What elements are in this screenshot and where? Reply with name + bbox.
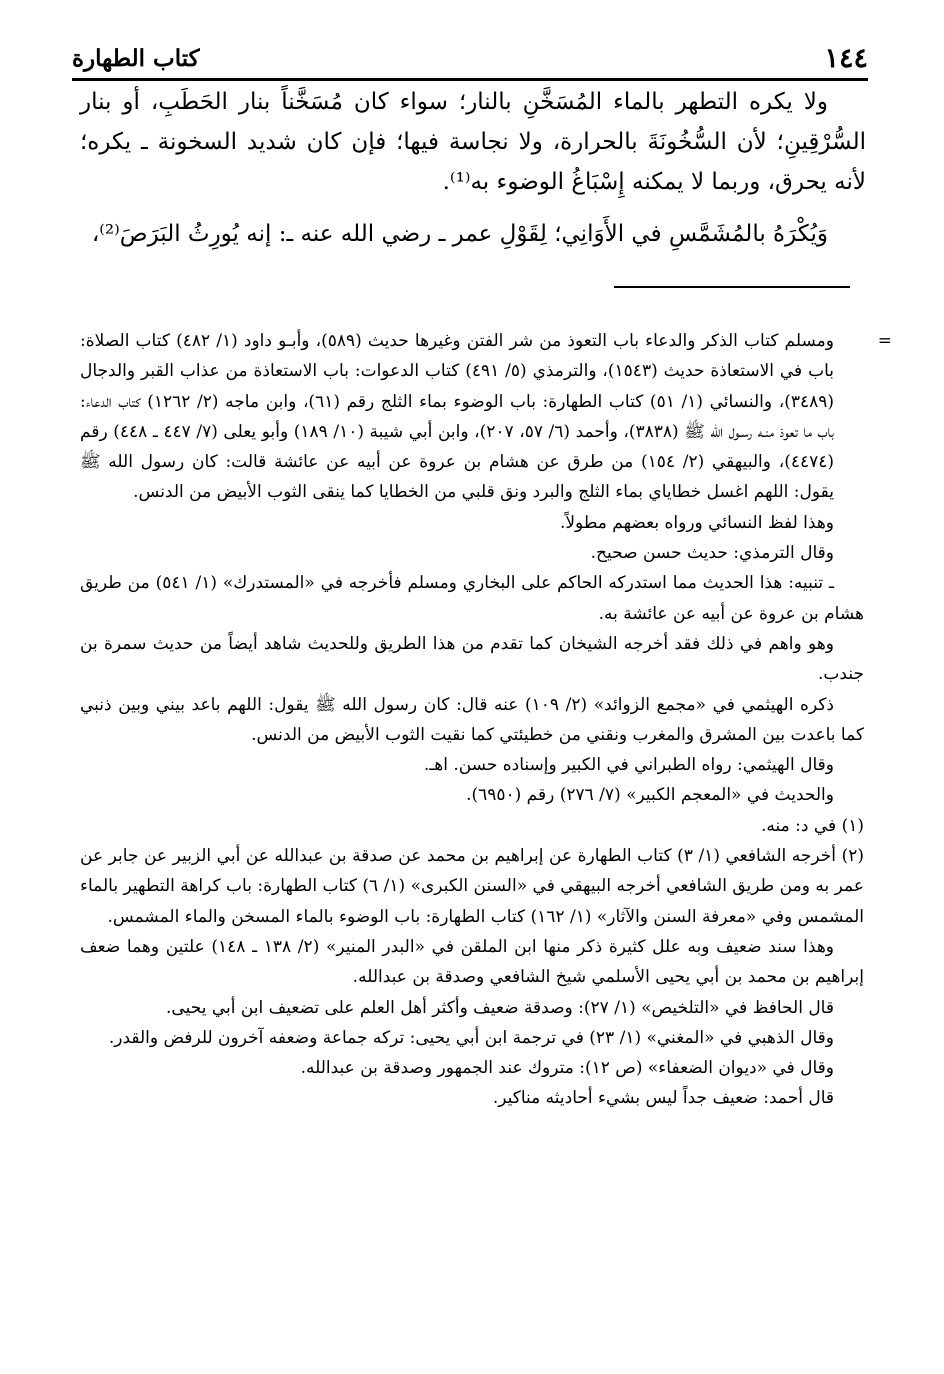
footnote-separator — [614, 286, 850, 288]
footnote-paragraph: وقال في «ديوان الضعفاء» (ص ١٢): متروك عند الجمهور وصدقة بن عبدالله. — [300, 1058, 834, 1079]
footnote-1: (١) في د: منه. — [761, 815, 864, 836]
footnote-paragraph: وهذا لفظ النسائي ورواه بعضهم مطولاً. — [559, 512, 834, 533]
footnote-paragraph: وقال الذهبي في «المغني» (١/ ٢٣) في ترجمة ابن أبي يحيى: تركه جماعة وضعفه آخرون للرفض والقدر. — [108, 1027, 834, 1048]
page-number: ١٤٤ — [824, 42, 868, 74]
footnote-paragraph: وقال الترمذي: حديث حسن صحيح. — [590, 543, 834, 564]
main-paragraph: وَيُكْرَهُ بالمُشَمَّسِ في الأَوَانِي؛ لِقَوْلِ عمر ـ رضي الله عنه ـ: إنه يُورِثُ البَرَصَ⁽²⁾، — [91, 221, 828, 247]
footnote-continuation — [80, 326, 892, 508]
chapter-title: كتاب الطهارة — [72, 44, 200, 72]
footnote-paragraph: وهو واهم في ذلك فقد أخرجه الشيخان كما تقدم من هذا الطريق وللحديث شاهد أيضاً من حديث سمرة بن جندب. — [80, 633, 864, 685]
footnote-text: ومسلم كتاب الذكر والدعاء باب التعوذ من شر الفتن وغيرها حديث (٥٨٩)، وأبـو داود (١/ ٤٨٢) كتاب الصلاة: باب في الاستعاذة حديث (١٥٤٣)، والترمذي (٥/ ٤٩١) كتاب الدعوات: باب الاستعاذة من عذاب القبر والدجال (٣٤٨٩)، والنسائي (١/ ٥١) كتاب الطهارة: باب الوضوء بماء الثلج رقم (٦١)، وابن ماجه (٢/ ١٢٦٢) كتاب الدعاء: باب ما تعوذ منـه رسـول الله ﷺ (٣٨٣٨)، وأحمد (٦/ ٥٧، ٢٠٧)، وابن أبي شيبة (١٠/ ١٨٩) وأبو يعلى (٧/ ٤٤٧ ـ ٤٤٨) رقم (٤٤٧٤)، والبيهقي (٢/ ١٥٤) من طرق عن هشام بن عروة عن أبيه عن عائشة قالت: كان رسول الله ﷺ يقول: اللهم اغسل خطاياي بماء الثلج والبرد ونق قلبي من الخطايا كما ينقى الثوب الأبيض من الدنس. — [80, 331, 835, 503]
footnote-paragraph: ـ تنبيه: هذا الحديث مما استدركه الحاكم على البخاري ومسلم فأخرجه في «المستدرك» (١/ ٥٤١) من طريق هشام بن عروة عن أبيه عن عائشة به. — [80, 573, 864, 624]
main-text — [80, 82, 866, 254]
footnote-paragraph: قال أحمد: ضعيف جداً ليس بشيء أحاديثه مناكير. — [492, 1088, 834, 1109]
footnote-paragraph: قال الحافظ في «التلخيص» (١/ ٢٧): وصدقة ضعيف وأكثر أهل العلم على تضعيف ابن أبي يحيى. — [166, 997, 834, 1018]
main-paragraph: ولا يكره التطهر بالماء المُسَخَّنِ بالنار؛ سواء كان مُسَخَّناً بنار الحَطَبِ، أو بنار السُّرْقِينِ؛ لأن السُّخُونَةَ بالحرارة، ولا نجاسة فيها؛ فإن كان شديد السخونة ـ يكره؛ لأنه يحرق، وربما لا يمكنه إِسْبَاغُ الوضوء به⁽¹⁾. — [80, 89, 866, 195]
continuation-mark: = — [877, 331, 892, 351]
footnote-2: (٢) أخرجه الشافعي (١/ ٣) كتاب الطهارة عن إبراهيم بن محمد عن صدقة بن عبدالله عن أبي الزبير عن جابر عن عمر به ومن طريق الشافعي أخرجه البيهقي في «السنن الكبرى» (١/ ٦) كتاب الطهارة: باب كراهة التطهير بالماء المشمس وفي «معرفة السنن والآثار» (١/ ١٦٢) كتاب الطهارة: باب الوضوء بالماء المسخن والماء المشمس. — [80, 846, 864, 927]
footnote-paragraph: والحديث في «المعجم الكبير» (٧/ ٢٧٦) رقم (٦٩٥٠). — [466, 785, 834, 806]
footnotes — [80, 326, 892, 1114]
footnote-paragraph: وقال الهيثمي: رواه الطبراني في الكبير وإسناده حسن. اهـ. — [423, 755, 834, 776]
running-header — [72, 38, 868, 81]
footnote-paragraph: وهذا سند ضعيف وبه علل كثيرة ذكر منها ابن الملقن في «البدر المنير» (٢/ ١٣٨ ـ ١٤٨) علتين وهما ضعف إبراهيم بن محمد بن أبي يحيى الأسلمي شيخ الشافعي وصدقة بن عبدالله. — [80, 936, 864, 988]
footnote-paragraph: ذكره الهيثمي في «مجمع الزوائد» (٢/ ١٠٩) عنه قال: كان رسول الله ﷺ يقول: اللهم باعد بيني وبين ذنبي كما باعدت بين المشرق والمغرب ونقني من خطيئتي كما نقيت الثوب الأبيض من الدنس. — [80, 694, 864, 745]
